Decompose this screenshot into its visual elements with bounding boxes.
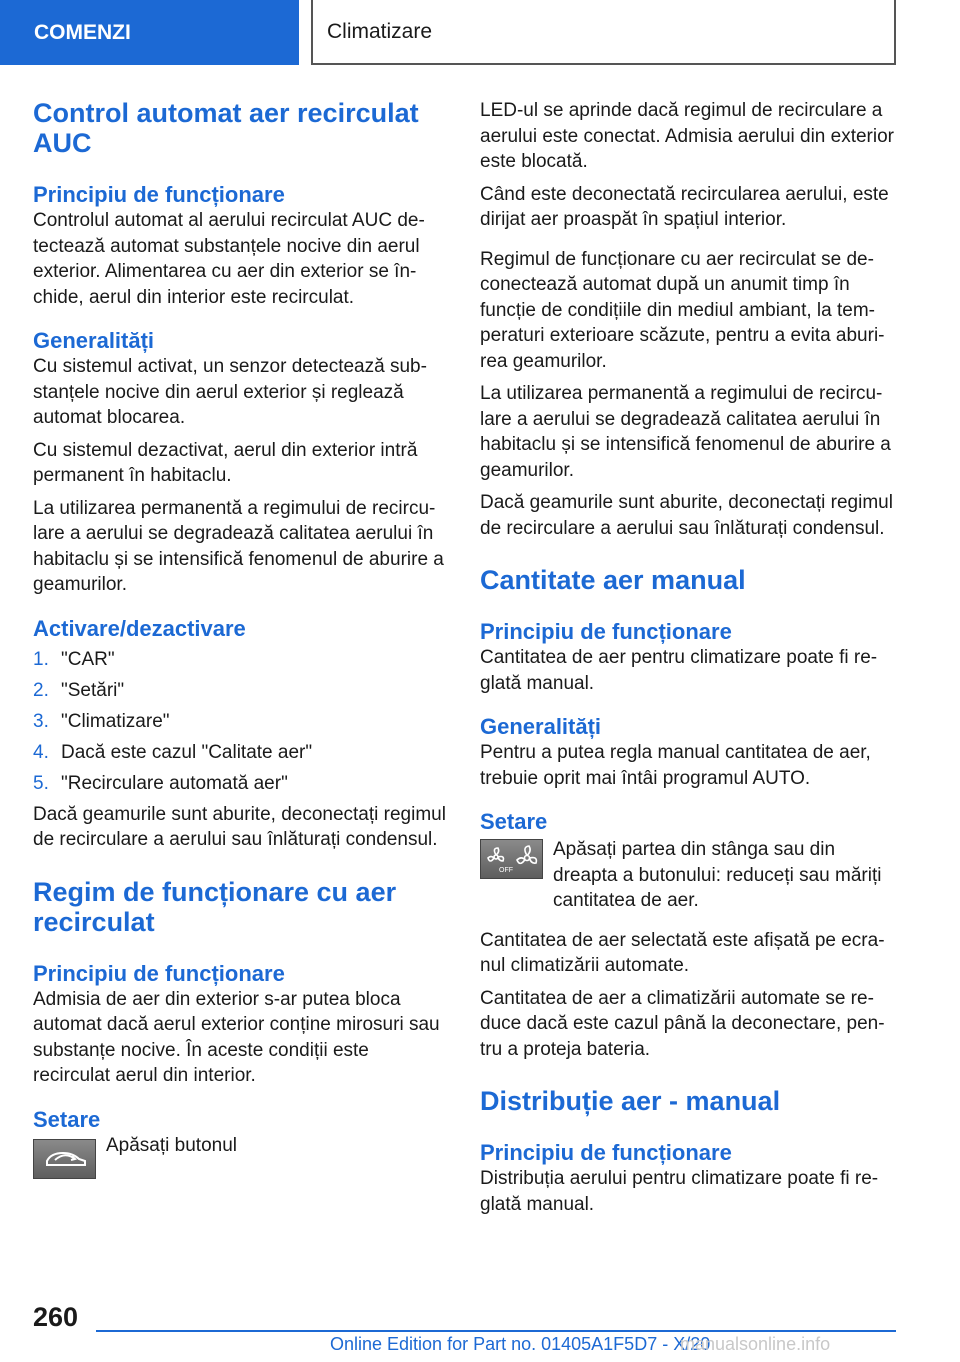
activation-heading: Activare/dezactivare bbox=[33, 615, 246, 641]
recirc-title: Regim de funcționare cu aer recirculat bbox=[33, 876, 397, 937]
section-tab: COMENZI bbox=[0, 0, 299, 65]
step-number: 4. bbox=[33, 741, 49, 763]
general-heading: Generalități bbox=[33, 328, 155, 353]
left-column bbox=[33, 98, 449, 1197]
right-column bbox=[480, 98, 898, 1217]
list-item bbox=[33, 709, 449, 735]
led-paragraph-2: Când este deconectată recircularea aerului, este dirijat aer proaspăt în spațiul interior. bbox=[480, 183, 889, 230]
page-number: 260 bbox=[33, 1302, 79, 1332]
led-paragraph-1: LED-ul se aprinde dacă regimul de recirculare a aerului este conectat. Admisia aerului din exterior este blocată. bbox=[480, 100, 895, 172]
qty-general-heading: Generalități bbox=[480, 714, 602, 739]
list-item bbox=[33, 771, 449, 797]
watermark: manualsonline.info bbox=[680, 1334, 831, 1354]
chapter-title: Climatizare bbox=[311, 0, 896, 65]
list-item bbox=[33, 740, 449, 766]
qty-general-text: Pentru a putea regla manual cantitatea de aer, trebuie oprit mai întâi programul AUTO. bbox=[480, 742, 871, 789]
recirc-principle-text: Admisia de aer din exterior s-ar putea bloca automat dacă aerul exterior conține mirosuri sau substanțe nocive. În aceste condiții este recirculat aerul din interior. bbox=[33, 988, 440, 1086]
activation-note: Dacă geamurile sunt aburite, deconectați regimul de recirculare a aerului sau înlăturați condensul. bbox=[33, 803, 446, 850]
step-number: 1. bbox=[33, 648, 49, 670]
led-paragraph-3: Regimul de funcționare cu aer recirculat se deconectează automat după un anumit timp în funcție de condițiile din mediul ambiant, la temperaturi exterioare scăzute, pentru a evita aburirea geamurilor. bbox=[480, 248, 885, 372]
recirc-principle-heading: Principiu de funcționare bbox=[33, 960, 285, 986]
auc-principle-heading: Principiu de funcționare bbox=[33, 182, 285, 207]
qty-paragraph-2: Cantitatea de aer a climatizării automate se reduce dacă este cazul până la deconectare, pentru a proteja bateria. bbox=[480, 987, 885, 1060]
list-item bbox=[33, 647, 449, 673]
qty-paragraph-1: Cantitatea de aer selectată este afișată pe ecranul climatizării automate. bbox=[480, 929, 885, 976]
auc-title: Control automat aer recirculat AUC bbox=[33, 98, 419, 158]
setting-text: Apăsați butonul bbox=[106, 1134, 237, 1156]
edition-text: Online Edition for Part no. 01405A1F5D7 - X/20 bbox=[330, 1334, 711, 1354]
step-text: "Recirculare automată aer" bbox=[61, 772, 288, 794]
fan-speed-button-icon bbox=[480, 839, 543, 879]
step-number: 5. bbox=[33, 772, 49, 794]
auc-principle-text: Controlul automat al aerului recirculat AUC detectează automat substanțele nocive din aerul exterior. Alimentarea cu aer din exterior se închide, aerul din interior este recirculat. bbox=[33, 210, 425, 308]
footer-divider bbox=[96, 1330, 896, 1332]
step-text: "Setări" bbox=[61, 679, 125, 701]
dist-principle-heading: Principiu de funcționare bbox=[480, 1140, 732, 1165]
qty-principle-heading: Principiu de funcționare bbox=[480, 619, 732, 644]
list-item bbox=[33, 678, 449, 704]
qty-setting-text: Apăsați partea din stânga sau din dreapta a butonului: reduceți sau măriți cantitatea de aer. bbox=[553, 839, 882, 911]
fan-icon-label: OFF bbox=[498, 867, 513, 874]
qty-setting-row bbox=[480, 837, 898, 914]
step-number: 2. bbox=[33, 679, 49, 701]
qty-principle-text: Cantitatea de aer pentru climatizare poate fi reglată manual. bbox=[480, 647, 878, 694]
general-paragraph-2: Cu sistemul dezactivat, aerul din exterior intră permanent în habitaclu. bbox=[33, 439, 418, 486]
general-paragraph-1: Cu sistemul activat, un senzor detectează substanțele nocive din aerul exterior și reglează automat blocarea. bbox=[33, 356, 427, 428]
step-number: 3. bbox=[33, 710, 49, 732]
dist-title: Distribuție aer - manual bbox=[480, 1086, 781, 1116]
qty-title: Cantitate aer manual bbox=[480, 565, 746, 595]
dist-principle-text: Distribuția aerului pentru climatizare poate fi reglată manual. bbox=[480, 1168, 879, 1215]
activation-steps bbox=[33, 647, 449, 797]
setting-heading: Setare bbox=[33, 1106, 101, 1132]
step-text: "CAR" bbox=[61, 648, 115, 670]
qty-setting-heading: Setare bbox=[480, 809, 548, 834]
step-text: "Climatizare" bbox=[61, 710, 170, 732]
recirculation-button-icon bbox=[33, 1139, 96, 1179]
led-paragraph-5: Dacă geamurile sunt aburite, deconectați regimul de recirculare a aerului sau înlăturați condensul. bbox=[480, 492, 893, 539]
led-paragraph-4: La utilizarea permanentă a regimului de recirculare a aerului se degradează calitatea aerului în habitaclu și se intensifică fenomenul de aburire a geamurilor. bbox=[480, 383, 891, 481]
general-paragraph-3: La utilizarea permanentă a regimului de recirculare a aerului se degradează calitatea aerului în habitaclu și se intensifică fenomenul de aburire a geamurilor. bbox=[33, 497, 444, 595]
setting-row bbox=[33, 1133, 449, 1197]
step-text: Dacă este cazul "Calitate aer" bbox=[61, 741, 313, 763]
